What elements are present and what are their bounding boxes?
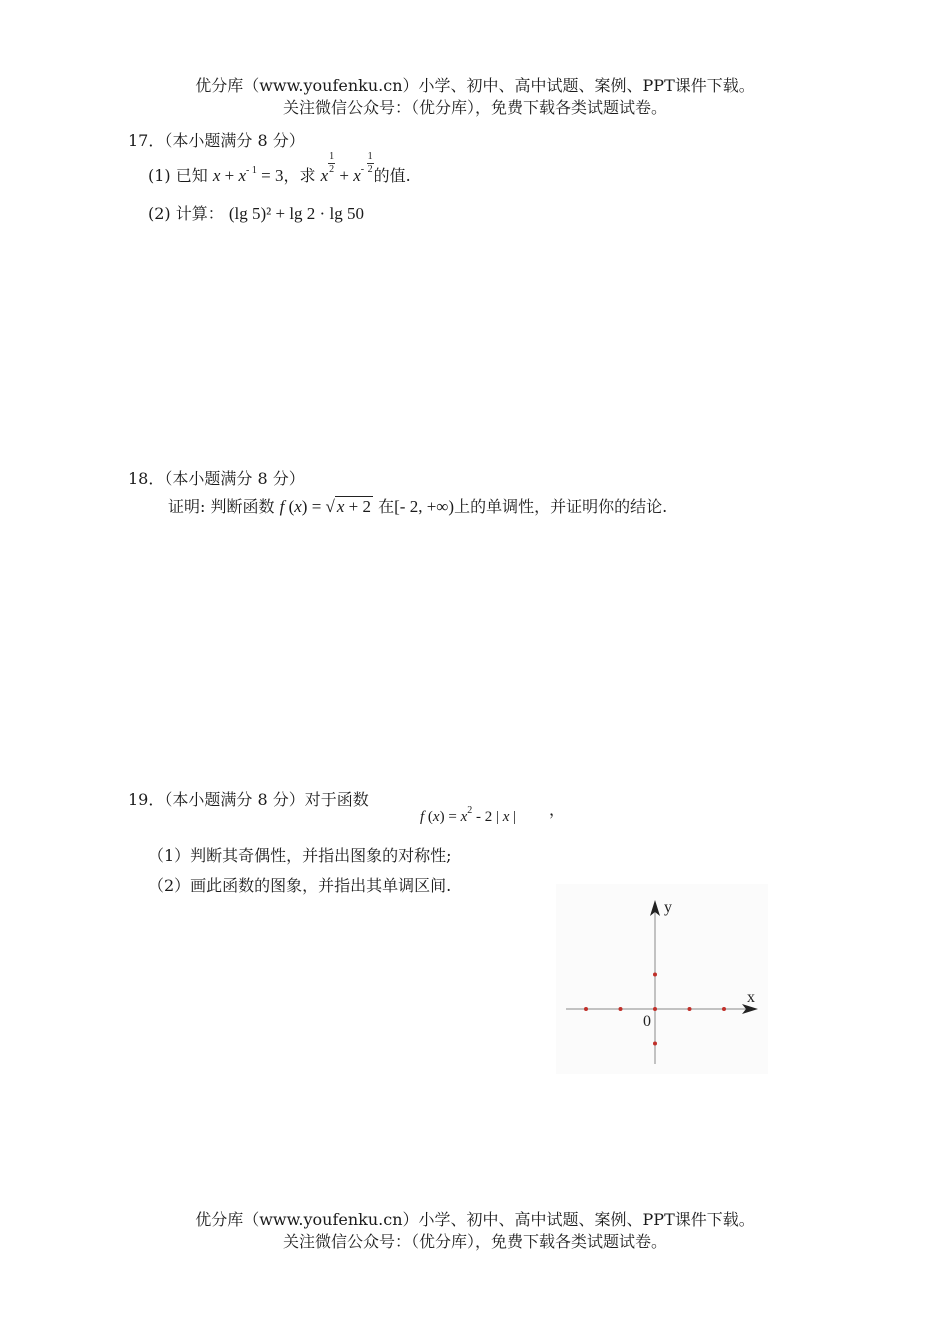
q17-find-label: ，求 — [283, 166, 316, 185]
question-18-heading — [128, 469, 305, 489]
question-18-number: 18． — [128, 469, 165, 488]
x-tick-dot — [722, 1007, 726, 1011]
x-tick-dot — [584, 1007, 588, 1011]
question-17-part-1 — [148, 151, 411, 189]
origin-label: 0 — [643, 1013, 651, 1030]
question-19-number: 19． — [128, 790, 165, 809]
y-tick-dot — [653, 1042, 657, 1046]
q17-log-expression: (lg 5)² + lg 2 · lg 50 — [228, 204, 364, 223]
y-axis-label: y — [664, 899, 672, 916]
x-axis-label: x — [747, 989, 755, 1006]
header-line-1: 优分库（www.youfenku.cn）小学、初中、高中试题、案例、PPT课件下载。 — [195, 76, 755, 95]
coordinate-graph — [556, 884, 768, 1074]
question-17-number: 17． — [128, 131, 165, 150]
q18-suffix: 上的单调性，并证明你的结论. — [454, 497, 668, 516]
footer-line-1: 优分库（www.youfenku.cn）小学、初中、高中试题、案例、PPT课件下载。 — [195, 1210, 755, 1229]
x-tick-dot — [619, 1007, 623, 1011]
question-19-part-2: （2）画此函数的图象，并指出其单调区间. — [148, 876, 452, 895]
q19-comma: ， — [549, 800, 566, 819]
q17-part1-tail: 的值. — [373, 166, 411, 185]
question-18-points: （本小题满分 8 分） — [164, 469, 305, 488]
x-tick-dot — [688, 1007, 692, 1011]
question-19-heading — [128, 790, 369, 810]
header-line-2: 关注微信公众号：（优分库），免费下载各类试题试卷。 — [282, 98, 667, 117]
question-17-part-2 — [148, 204, 364, 224]
q17-condition-value: 3 — [274, 166, 284, 185]
question-18-body: 证明: 判断函数 f (x) = √ x + 2 在[- 2, +∞)上的单调性，并证明你的结论. — [168, 497, 668, 516]
y-tick-dot — [653, 973, 657, 977]
question-17-points: （本小题满分 8 分） — [164, 131, 305, 150]
question-19-points: （本小题满分 8 分）对于函数 — [164, 790, 369, 809]
axes-svg — [556, 884, 768, 1074]
question-19-part-1: （1）判断其奇偶性，并指出图象的对称性; — [148, 846, 452, 865]
q18-function-formula: f (x) = √ x + 2 — [279, 497, 372, 516]
q18-prefix: 证明: 判断函数 — [168, 497, 275, 516]
q17-target-formula: x $\frac{1}{2}$ + x- $\frac{1}{2}$ — [320, 151, 373, 185]
q19-function-formula: f $(x) = x^2 - 2$ | x | — [420, 805, 517, 825]
q17-part1-label: (1) 已知 — [148, 166, 208, 185]
q17-condition-formula: $x + x^{- 1} = 3$ — [212, 165, 284, 185]
q18-interval: [- 2, +∞) — [394, 497, 455, 516]
origin-dot — [653, 1007, 657, 1011]
footer-line-2: 关注微信公众号：（优分库），免费下载各类试题试卷。 — [282, 1232, 667, 1251]
q17-part2-label: (2) 计算： — [148, 204, 224, 223]
question-17-heading — [128, 131, 305, 151]
